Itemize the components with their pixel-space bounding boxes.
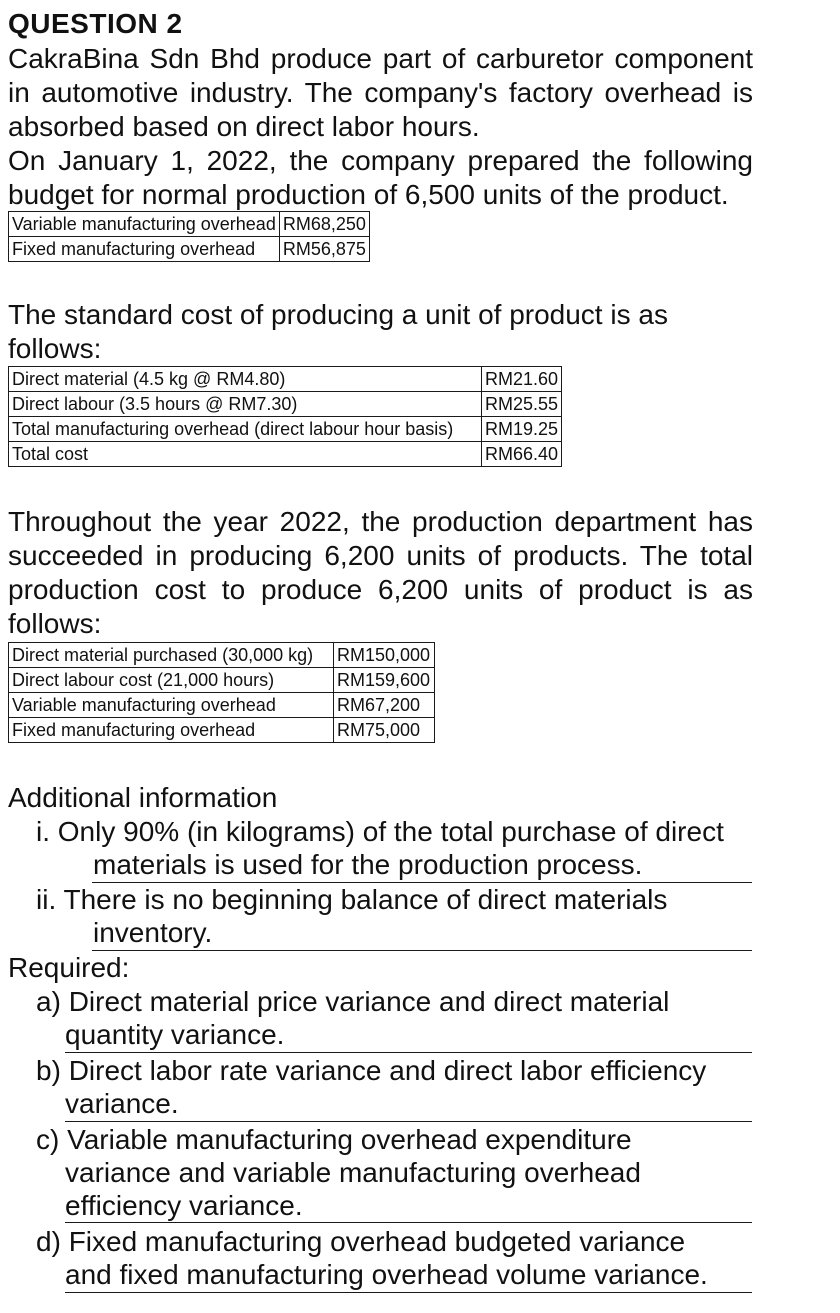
additional-item xyxy=(36,883,667,949)
standard-cost-amount: RM19.25 xyxy=(482,417,562,442)
additional-item-line xyxy=(36,815,724,848)
budget-amount: RM68,250 xyxy=(279,212,369,237)
item-marker: d) xyxy=(36,1226,69,1257)
table-row xyxy=(9,718,435,743)
actual-cost-amount: RM75,000 xyxy=(334,718,435,743)
standard-cost-label: Total cost xyxy=(9,442,482,467)
item-text: Direct material price variance and direct material xyxy=(68,986,670,1017)
intro-line: in automotive industry. The company's factory overhead is xyxy=(8,77,753,108)
actual-cost-line: Throughout the year 2022, the production department has xyxy=(8,506,753,537)
actual-cost-label: Variable manufacturing overhead xyxy=(9,693,334,718)
question-title: QUESTION 2 xyxy=(8,8,183,39)
item-marker: i. xyxy=(36,816,58,847)
budget-label: Variable manufacturing overhead xyxy=(9,212,280,237)
item-text: Variable manufacturing overhead expenditure xyxy=(67,1124,632,1155)
intro-line: absorbed based on direct labor hours. xyxy=(8,111,480,142)
standard-cost-amount: RM25.55 xyxy=(482,392,562,417)
item-text: and fixed manufacturing overhead volume variance. xyxy=(65,1259,708,1290)
additional-item-line xyxy=(36,883,667,916)
required-item-line xyxy=(36,1054,706,1087)
table-row xyxy=(9,417,562,442)
intro-line: CakraBina Sdn Bhd produce part of carburetor component xyxy=(8,43,753,74)
item-text: quantity variance. xyxy=(65,1019,285,1050)
table-row xyxy=(9,668,435,693)
required-item-line xyxy=(36,1225,708,1258)
required-item xyxy=(36,985,669,1051)
required-item-line xyxy=(36,985,669,1018)
table-row xyxy=(9,643,435,668)
actual-cost-line: follows: xyxy=(8,608,102,639)
intro-line: On January 1, 2022, the company prepared the following xyxy=(8,145,753,176)
table-row xyxy=(9,237,370,262)
required-item-line xyxy=(36,1123,641,1156)
standard-cost-amount: RM66.40 xyxy=(482,442,562,467)
budget-amount: RM56,875 xyxy=(279,237,369,262)
intro-paragraph xyxy=(8,42,753,212)
table-row xyxy=(9,392,562,417)
required-heading: Required: xyxy=(8,952,130,983)
item-text: efficiency variance. xyxy=(65,1190,303,1221)
required-item xyxy=(36,1225,708,1291)
budget-table xyxy=(8,211,370,262)
actual-cost-line: succeeded in producing 6,200 units of products. The total xyxy=(8,540,753,571)
item-text: inventory. xyxy=(93,917,213,948)
actual-cost-label: Direct labour cost (21,000 hours) xyxy=(9,668,334,693)
table-row xyxy=(9,693,435,718)
item-text: Fixed manufacturing overhead budgeted variance xyxy=(68,1226,686,1257)
standard-cost-line: follows: xyxy=(8,333,102,364)
actual-cost-label: Fixed manufacturing overhead xyxy=(9,718,334,743)
answer-line xyxy=(65,1052,752,1053)
standard-cost-label: Direct labour (3.5 hours @ RM7.30) xyxy=(9,392,482,417)
actual-cost-paragraph xyxy=(8,505,753,641)
actual-cost-table xyxy=(8,642,435,743)
additional-info-heading: Additional information xyxy=(8,782,278,813)
additional-item xyxy=(36,815,724,881)
required-item xyxy=(36,1054,706,1120)
actual-cost-amount: RM67,200 xyxy=(334,693,435,718)
answer-line xyxy=(65,1222,752,1223)
answer-line xyxy=(65,1121,752,1122)
answer-line xyxy=(92,950,752,951)
item-marker: ii. xyxy=(36,884,64,915)
item-marker: c) xyxy=(36,1124,68,1155)
actual-cost-line: production cost to produce 6,200 units of product is as xyxy=(8,574,753,605)
actual-cost-amount: RM150,000 xyxy=(334,643,435,668)
item-text: materials is used for the production process. xyxy=(93,849,643,880)
intro-line: budget for normal production of 6,500 units of the product. xyxy=(8,179,729,210)
budget-label: Fixed manufacturing overhead xyxy=(9,237,280,262)
actual-cost-amount: RM159,600 xyxy=(334,668,435,693)
item-text: Direct labor rate variance and direct labor efficiency xyxy=(68,1055,707,1086)
actual-cost-label: Direct material purchased (30,000 kg) xyxy=(9,643,334,668)
standard-cost-label: Direct material (4.5 kg @ RM4.80) xyxy=(9,367,482,392)
standard-cost-line: The standard cost of producing a unit of product is as xyxy=(8,299,668,330)
table-row xyxy=(9,442,562,467)
table-row xyxy=(9,367,562,392)
item-marker: b) xyxy=(36,1055,69,1086)
table-row xyxy=(9,212,370,237)
standard-cost-amount: RM21.60 xyxy=(482,367,562,392)
item-text: variance. xyxy=(65,1088,179,1119)
item-text: Only 90% (in kilograms) of the total purchase of direct xyxy=(57,816,724,847)
answer-line xyxy=(65,1292,752,1293)
standard-cost-table xyxy=(8,366,562,467)
standard-cost-paragraph xyxy=(8,298,753,366)
required-item xyxy=(36,1123,641,1222)
item-text: variance and variable manufacturing overhead xyxy=(65,1157,641,1188)
standard-cost-label: Total manufacturing overhead (direct labour hour basis) xyxy=(9,417,482,442)
item-marker: a) xyxy=(36,986,69,1017)
item-text: There is no beginning balance of direct materials xyxy=(63,884,668,915)
